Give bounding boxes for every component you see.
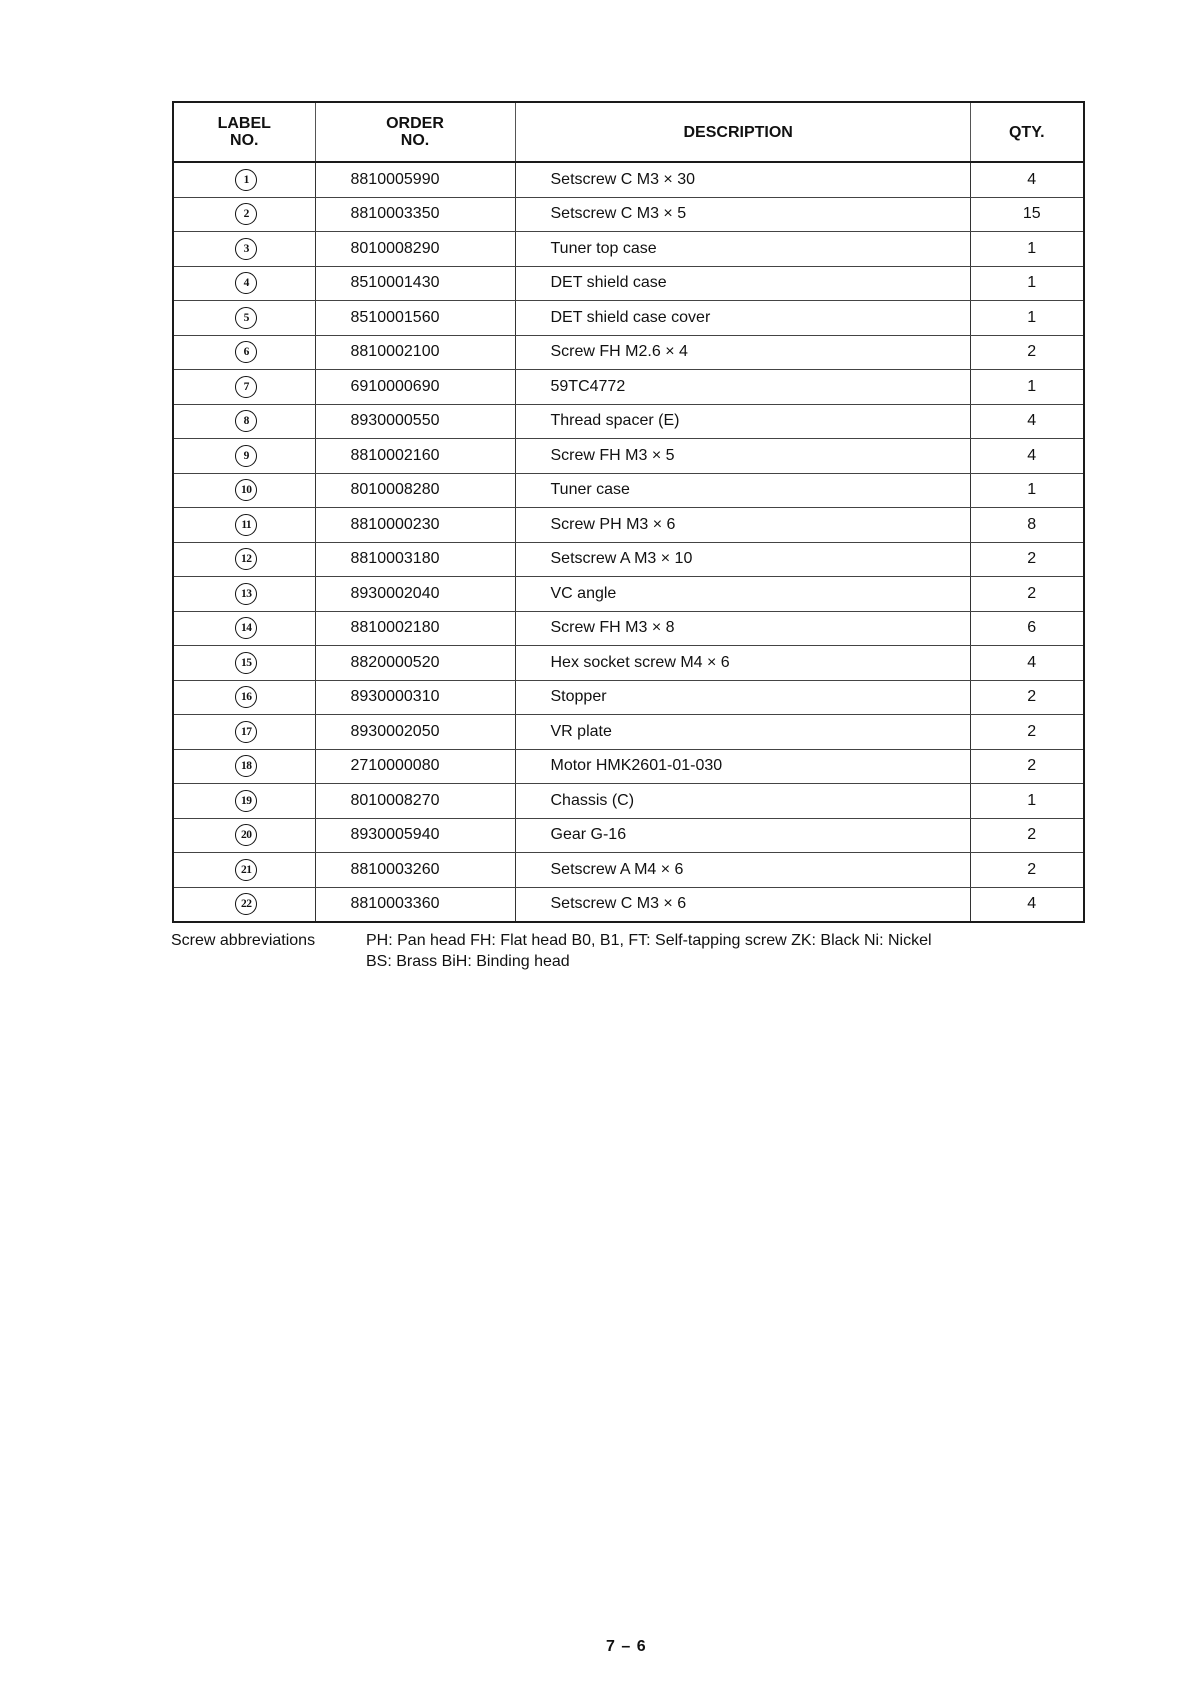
order-no-cell: 8810003360: [315, 887, 515, 922]
label-no-cell: [173, 646, 315, 681]
table-row: [173, 162, 1084, 197]
qty-cell: 4: [970, 439, 1084, 474]
qty-cell: 1: [970, 473, 1084, 508]
description-cell: Screw PH M3 × 6: [515, 508, 970, 543]
order-no-cell: 8810000230: [315, 508, 515, 543]
order-no-cell: 8820000520: [315, 646, 515, 681]
circled-number-label: 2: [235, 203, 257, 225]
circled-number-label: 16: [235, 686, 257, 708]
order-no-cell: 6910000690: [315, 370, 515, 405]
order-no-cell: 8930000550: [315, 404, 515, 439]
label-no-cell: [173, 611, 315, 646]
circled-number-label: 7: [235, 376, 257, 398]
table-row: [173, 197, 1084, 232]
label-no-cell: [173, 715, 315, 750]
label-no-cell: [173, 887, 315, 922]
table-row: [173, 611, 1084, 646]
table-row: [173, 887, 1084, 922]
description-cell: Setscrew C M3 × 5: [515, 197, 970, 232]
description-cell: Stopper: [515, 680, 970, 715]
description-cell: Screw FH M3 × 8: [515, 611, 970, 646]
qty-cell: 1: [970, 370, 1084, 405]
qty-cell: 8: [970, 508, 1084, 543]
table-row: [173, 577, 1084, 612]
header-label-no: [173, 102, 315, 162]
parts-table: [172, 101, 1085, 923]
description-cell: Hex socket screw M4 × 6: [515, 646, 970, 681]
table-row: [173, 301, 1084, 336]
table-row: [173, 646, 1084, 681]
description-cell: Setscrew A M4 × 6: [515, 853, 970, 888]
circled-number-label: 8: [235, 410, 257, 432]
label-no-cell: [173, 853, 315, 888]
description-cell: Tuner case: [515, 473, 970, 508]
page-number: 7 – 6: [606, 1638, 647, 1655]
qty-cell: 2: [970, 715, 1084, 750]
label-no-cell: [173, 749, 315, 784]
qty-cell: 1: [970, 266, 1084, 301]
order-no-cell: 8930005940: [315, 818, 515, 853]
circled-number-label: 9: [235, 445, 257, 467]
table-row: [173, 680, 1084, 715]
circled-number-label: 13: [235, 583, 257, 605]
description-cell: Setscrew A M3 × 10: [515, 542, 970, 577]
description-cell: Tuner top case: [515, 232, 970, 267]
label-no-cell: [173, 542, 315, 577]
label-no-cell: [173, 335, 315, 370]
qty-cell: 2: [970, 853, 1084, 888]
header-qty: QTY.: [970, 102, 1084, 162]
circled-number-label: 5: [235, 307, 257, 329]
order-no-cell: 8930000310: [315, 680, 515, 715]
circled-number-label: 14: [235, 617, 257, 639]
description-cell: DET shield case: [515, 266, 970, 301]
abbreviations-line-2: BS: Brass BiH: Binding head: [366, 953, 570, 970]
header-label-line1: LABEL: [217, 115, 271, 132]
circled-number-label: 19: [235, 790, 257, 812]
description-cell: Screw FH M2.6 × 4: [515, 335, 970, 370]
label-no-cell: [173, 301, 315, 336]
qty-cell: 4: [970, 162, 1084, 197]
order-no-cell: 8010008270: [315, 784, 515, 819]
qty-cell: 4: [970, 646, 1084, 681]
order-no-cell: 8810003180: [315, 542, 515, 577]
table-row: [173, 853, 1084, 888]
description-cell: Thread spacer (E): [515, 404, 970, 439]
label-no-cell: [173, 508, 315, 543]
description-cell: 59TC4772: [515, 370, 970, 405]
circled-number-label: 11: [235, 514, 257, 536]
circled-number-label: 6: [235, 341, 257, 363]
table-row: [173, 266, 1084, 301]
qty-cell: 2: [970, 749, 1084, 784]
order-no-cell: 8010008280: [315, 473, 515, 508]
table-row: [173, 749, 1084, 784]
qty-cell: 1: [970, 232, 1084, 267]
order-no-cell: 8810002180: [315, 611, 515, 646]
label-no-cell: [173, 370, 315, 405]
table-row: [173, 818, 1084, 853]
order-no-cell: 8510001560: [315, 301, 515, 336]
qty-cell: 2: [970, 542, 1084, 577]
label-no-cell: [173, 784, 315, 819]
qty-cell: 1: [970, 301, 1084, 336]
label-no-cell: [173, 162, 315, 197]
table-row: [173, 508, 1084, 543]
order-no-cell: 8810003350: [315, 197, 515, 232]
circled-number-label: 10: [235, 479, 257, 501]
order-no-cell: 8510001430: [315, 266, 515, 301]
abbreviations-line-1: PH: Pan head FH: Flat head B0, B1, FT: Self-tapping screw ZK: Black Ni: Nickel: [366, 932, 932, 949]
order-no-cell: 2710000080: [315, 749, 515, 784]
label-no-cell: [173, 404, 315, 439]
circled-number-label: 17: [235, 721, 257, 743]
circled-number-label: 20: [235, 824, 257, 846]
order-no-cell: 8810002100: [315, 335, 515, 370]
qty-cell: 4: [970, 887, 1084, 922]
table-row: [173, 715, 1084, 750]
table-row: [173, 439, 1084, 474]
circled-number-label: 3: [235, 238, 257, 260]
parts-table-body: [173, 162, 1084, 922]
qty-cell: 2: [970, 577, 1084, 612]
label-no-cell: [173, 439, 315, 474]
table-row: [173, 404, 1084, 439]
circled-number-label: 12: [235, 548, 257, 570]
table-row: [173, 784, 1084, 819]
circled-number-label: 21: [235, 859, 257, 881]
abbreviations-text: [366, 930, 1066, 972]
label-no-cell: [173, 197, 315, 232]
description-cell: Chassis (C): [515, 784, 970, 819]
table-header-row: [173, 102, 1084, 162]
circled-number-label: 22: [235, 893, 257, 915]
description-cell: Motor HMK2601-01-030: [515, 749, 970, 784]
circled-number-label: 15: [235, 652, 257, 674]
description-cell: Screw FH M3 × 5: [515, 439, 970, 474]
table-row: [173, 542, 1084, 577]
order-no-cell: 8810003260: [315, 853, 515, 888]
qty-cell: 1: [970, 784, 1084, 819]
order-no-cell: 8930002040: [315, 577, 515, 612]
header-order-line2: NO.: [400, 132, 430, 149]
order-no-cell: 8810002160: [315, 439, 515, 474]
order-no-cell: 8930002050: [315, 715, 515, 750]
table-row: [173, 370, 1084, 405]
order-no-cell: 8010008290: [315, 232, 515, 267]
qty-cell: 4: [970, 404, 1084, 439]
header-order-line1: ORDER: [386, 115, 444, 132]
label-no-cell: [173, 473, 315, 508]
abbreviations-title: Screw abbreviations: [171, 932, 316, 949]
description-cell: Setscrew C M3 × 30: [515, 162, 970, 197]
table-row: [173, 335, 1084, 370]
circled-number-label: 18: [235, 755, 257, 777]
description-cell: VR plate: [515, 715, 970, 750]
qty-cell: 2: [970, 818, 1084, 853]
circled-number-label: 1: [235, 169, 257, 191]
qty-cell: 6: [970, 611, 1084, 646]
description-cell: Setscrew C M3 × 6: [515, 887, 970, 922]
qty-cell: 2: [970, 680, 1084, 715]
circled-number-label: 4: [235, 272, 257, 294]
qty-cell: 2: [970, 335, 1084, 370]
table-row: [173, 473, 1084, 508]
table-row: [173, 232, 1084, 267]
qty-cell: 15: [970, 197, 1084, 232]
description-cell: Gear G-16: [515, 818, 970, 853]
description-cell: VC angle: [515, 577, 970, 612]
header-order-no: [315, 102, 515, 162]
label-no-cell: [173, 266, 315, 301]
header-label-line2: NO.: [230, 132, 259, 149]
order-no-cell: 8810005990: [315, 162, 515, 197]
label-no-cell: [173, 577, 315, 612]
label-no-cell: [173, 818, 315, 853]
header-description: DESCRIPTION: [515, 102, 970, 162]
label-no-cell: [173, 232, 315, 267]
label-no-cell: [173, 680, 315, 715]
description-cell: DET shield case cover: [515, 301, 970, 336]
